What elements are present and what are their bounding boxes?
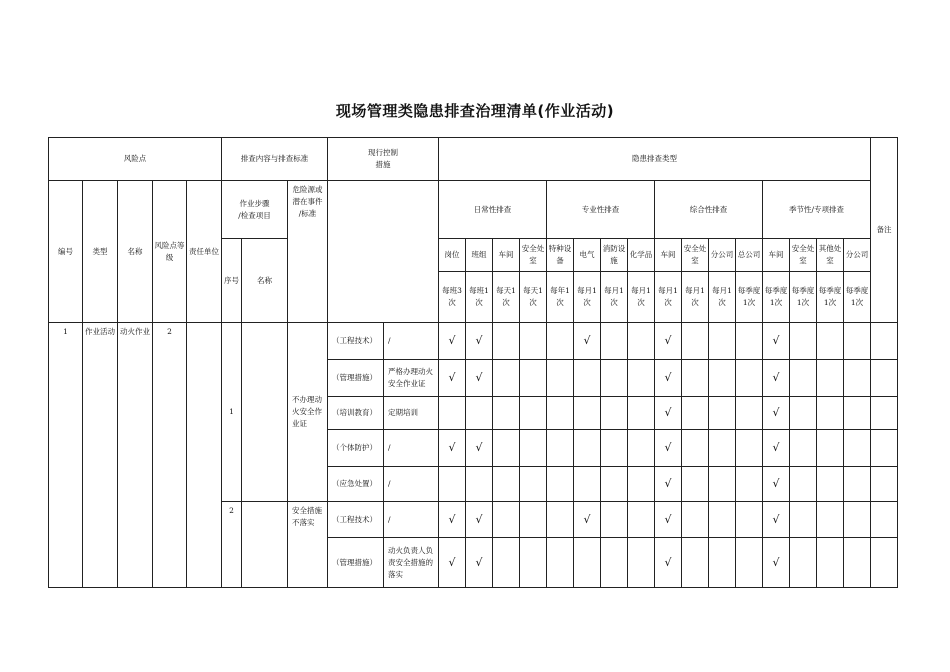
control-measure: （个体防护） (328, 430, 384, 467)
check-cell (790, 467, 817, 502)
remark-header: 备注 (871, 138, 898, 323)
danger-header: 危险源或潜在事件 /标准 (288, 181, 328, 323)
check-cell (817, 323, 844, 360)
check-cell (520, 502, 547, 538)
check-cell (682, 323, 709, 360)
type-col-header: 车间 (493, 239, 520, 272)
check-cell (709, 397, 736, 430)
check-cell (817, 397, 844, 430)
remark-cell (871, 502, 898, 538)
check-cell (520, 467, 547, 502)
type-col-header: 岗位 (439, 239, 466, 272)
type-col-header: 特种设备 (547, 239, 574, 272)
type-col-header: 化学品 (628, 239, 655, 272)
check-cell (601, 397, 628, 430)
check-cell (709, 538, 736, 588)
check-cell (844, 538, 871, 588)
check-content-header: 排查内容与排查标准 (222, 138, 328, 181)
check-cell (790, 502, 817, 538)
check-cell (493, 397, 520, 430)
check-mark: √ (466, 323, 493, 360)
type-col-header: 安全处室 (790, 239, 817, 272)
check-cell (520, 323, 547, 360)
check-mark: √ (439, 502, 466, 538)
remark-cell (871, 397, 898, 430)
group-professional: 专业性排查 (547, 181, 655, 239)
check-cell (709, 360, 736, 397)
check-cell (817, 360, 844, 397)
type-col-header: 分公司 (844, 239, 871, 272)
check-cell (628, 502, 655, 538)
check-cell (493, 323, 520, 360)
group-seasonal: 季节性/专项排查 (763, 181, 871, 239)
check-mark: √ (655, 323, 682, 360)
frequency-cell: 每月1次 (574, 272, 601, 323)
check-mark: √ (655, 430, 682, 467)
check-cell (574, 397, 601, 430)
check-cell (493, 360, 520, 397)
type-col-header: 消防设施 (601, 239, 628, 272)
control-header: 现行控制 措施 (328, 138, 439, 181)
control-detail: / (384, 502, 439, 538)
check-cell (574, 538, 601, 588)
check-cell (844, 467, 871, 502)
check-cell (709, 430, 736, 467)
check-cell (547, 430, 574, 467)
check-cell (601, 430, 628, 467)
check-mark: √ (439, 538, 466, 588)
check-cell (493, 538, 520, 588)
check-cell (493, 502, 520, 538)
check-cell (601, 360, 628, 397)
check-cell (493, 467, 520, 502)
check-mark: √ (574, 502, 601, 538)
control-measure: （培训教育） (328, 397, 384, 430)
check-cell (466, 397, 493, 430)
remark-cell (871, 538, 898, 588)
control-detail: / (384, 467, 439, 502)
group-daily: 日常性排查 (439, 181, 547, 239)
check-cell (736, 538, 763, 588)
remark-cell (871, 323, 898, 360)
resp-unit-header: 责任单位 (187, 181, 222, 323)
check-cell (682, 538, 709, 588)
check-cell (520, 538, 547, 588)
check-cell (574, 430, 601, 467)
check-mark: √ (466, 430, 493, 467)
check-cell (709, 323, 736, 360)
check-cell (844, 430, 871, 467)
check-cell (682, 467, 709, 502)
control-measure: （工程技术） (328, 323, 384, 360)
risk-level-header: 风险点等级 (153, 181, 187, 323)
check-cell (628, 323, 655, 360)
check-cell (547, 360, 574, 397)
control-detail: 严格办理动火安全作业证 (384, 360, 439, 397)
check-cell (736, 467, 763, 502)
check-mark: √ (655, 538, 682, 588)
check-mark: √ (466, 502, 493, 538)
check-cell (709, 467, 736, 502)
check-mark: √ (466, 360, 493, 397)
check-mark: √ (763, 467, 790, 502)
frequency-cell: 每月1次 (682, 272, 709, 323)
type-col-header: 班组 (466, 239, 493, 272)
check-cell (736, 397, 763, 430)
check-mark: √ (763, 430, 790, 467)
risk-no: 1 (49, 323, 83, 588)
type-col-header: 车间 (655, 239, 682, 272)
check-cell (547, 397, 574, 430)
risk-category: 作业活动 (83, 323, 118, 588)
check-cell (547, 502, 574, 538)
check-cell (520, 397, 547, 430)
frequency-cell: 每班3次 (439, 272, 466, 323)
check-cell (736, 502, 763, 538)
check-cell (736, 430, 763, 467)
type-col-header: 安全处室 (682, 239, 709, 272)
hazard-type-header: 隐患排查类型 (439, 138, 871, 181)
control-detail: 定期培训 (384, 397, 439, 430)
control-measure: （管理措施） (328, 360, 384, 397)
check-cell (493, 430, 520, 467)
control-measure: （应急处置） (328, 467, 384, 502)
check-cell (439, 467, 466, 502)
no-header: 编号 (49, 181, 83, 323)
check-mark: √ (439, 360, 466, 397)
check-cell (628, 467, 655, 502)
check-cell (844, 397, 871, 430)
check-mark: √ (763, 323, 790, 360)
seq-header: 序号 (222, 239, 242, 323)
page-title: 现场管理类隐患排查治理清单(作业活动) (335, 102, 615, 120)
check-cell (790, 323, 817, 360)
risk-point-header: 风险点 (49, 138, 222, 181)
check-mark: √ (574, 323, 601, 360)
remark-cell (871, 360, 898, 397)
type-col-header: 其他处室 (817, 239, 844, 272)
check-cell (817, 467, 844, 502)
remark-cell (871, 467, 898, 502)
check-cell (736, 323, 763, 360)
frequency-cell: 每季度1次 (763, 272, 790, 323)
check-cell (547, 538, 574, 588)
frequency-cell: 每月1次 (655, 272, 682, 323)
check-cell (466, 467, 493, 502)
check-cell (439, 397, 466, 430)
check-mark: √ (439, 323, 466, 360)
frequency-cell: 每季度1次 (736, 272, 763, 323)
check-mark: √ (655, 467, 682, 502)
check-mark: √ (655, 360, 682, 397)
check-cell (736, 360, 763, 397)
check-cell (574, 360, 601, 397)
check-mark: √ (655, 502, 682, 538)
check-cell (601, 323, 628, 360)
category-header: 类型 (83, 181, 118, 323)
frequency-cell: 每月1次 (709, 272, 736, 323)
control-measure: （工程技术） (328, 502, 384, 538)
check-cell (790, 538, 817, 588)
check-cell (844, 502, 871, 538)
check-cell (628, 430, 655, 467)
check-cell (790, 430, 817, 467)
table-row (49, 323, 898, 360)
check-mark: √ (763, 360, 790, 397)
check-cell (601, 538, 628, 588)
check-cell (628, 397, 655, 430)
check-mark: √ (763, 397, 790, 430)
frequency-cell: 每天1次 (493, 272, 520, 323)
check-cell (547, 323, 574, 360)
check-cell (682, 397, 709, 430)
frequency-cell: 每年1次 (547, 272, 574, 323)
check-mark: √ (763, 538, 790, 588)
type-col-header: 安全处室 (520, 239, 547, 272)
check-cell (682, 502, 709, 538)
frequency-cell: 每天1次 (520, 272, 547, 323)
check-cell (682, 430, 709, 467)
frequency-cell: 每班1次 (466, 272, 493, 323)
check-cell (520, 430, 547, 467)
danger-item: 安全措施不落实 (288, 502, 328, 588)
check-cell (844, 360, 871, 397)
remark-cell (871, 430, 898, 467)
group-comprehensive: 综合性排查 (655, 181, 763, 239)
control-detail: / (384, 430, 439, 467)
item-seq: 2 (222, 502, 242, 588)
check-cell (547, 467, 574, 502)
check-cell (601, 467, 628, 502)
control-measure: （管理措施） (328, 538, 384, 588)
hazard-checklist-table (48, 137, 898, 588)
control-blank (328, 181, 439, 323)
item-name (242, 323, 288, 502)
risk-level: 2 (153, 323, 187, 588)
name-header: 名称 (118, 181, 153, 323)
control-detail: / (384, 323, 439, 360)
check-cell (520, 360, 547, 397)
check-cell (682, 360, 709, 397)
check-cell (601, 502, 628, 538)
control-detail: 动火负责人负责安全措施的落实 (384, 538, 439, 588)
check-mark: √ (466, 538, 493, 588)
check-cell (574, 467, 601, 502)
check-cell (790, 397, 817, 430)
frequency-cell: 每季度1次 (844, 272, 871, 323)
item-name (242, 502, 288, 588)
check-cell (844, 323, 871, 360)
check-cell (709, 502, 736, 538)
check-mark: √ (439, 430, 466, 467)
frequency-cell: 每季度1次 (817, 272, 844, 323)
check-cell (628, 538, 655, 588)
check-mark: √ (655, 397, 682, 430)
check-cell (628, 360, 655, 397)
type-col-header: 电气 (574, 239, 601, 272)
type-col-header: 分公司 (709, 239, 736, 272)
frequency-cell: 每季度1次 (790, 272, 817, 323)
item-name-header: 名称 (242, 239, 288, 323)
check-cell (817, 502, 844, 538)
frequency-cell: 每月1次 (628, 272, 655, 323)
risk-name: 动火作业 (118, 323, 153, 588)
type-col-header: 车间 (763, 239, 790, 272)
item-seq: 1 (222, 323, 242, 502)
check-cell (790, 360, 817, 397)
type-col-header: 总公司 (736, 239, 763, 272)
check-cell (817, 430, 844, 467)
check-mark: √ (763, 502, 790, 538)
resp-unit (187, 323, 222, 588)
danger-item: 不办理动火安全作业证 (288, 323, 328, 502)
step-header: 作业步骤 /检查项目 (222, 181, 288, 239)
check-cell (817, 538, 844, 588)
frequency-cell: 每月1次 (601, 272, 628, 323)
